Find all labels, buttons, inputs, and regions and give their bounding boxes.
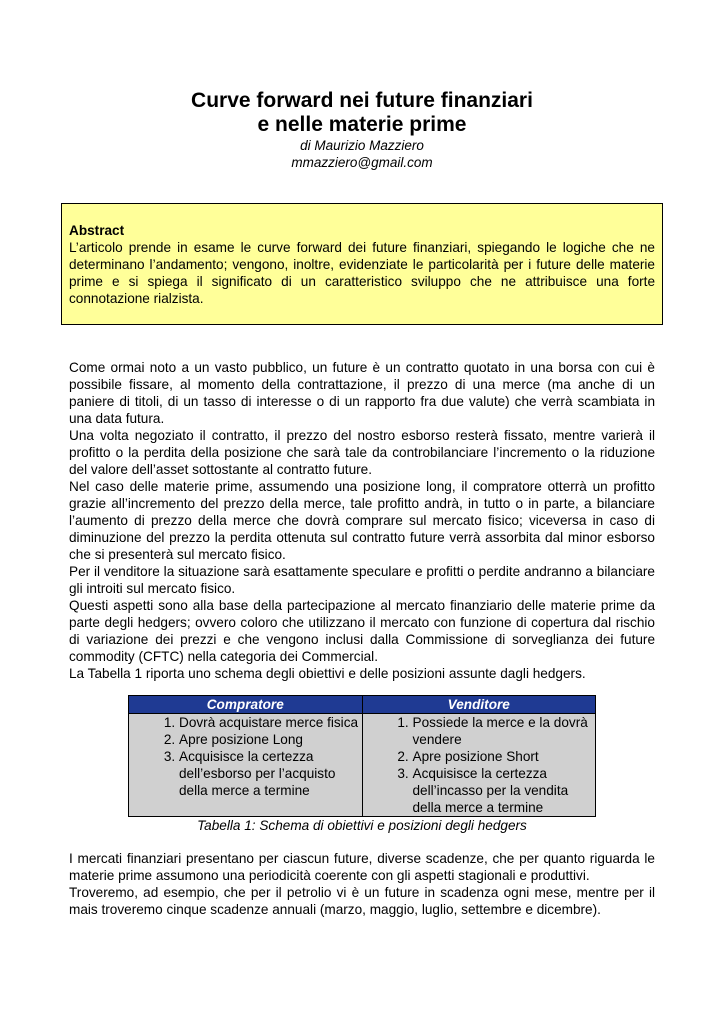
list-item: 1. Dovrà acquistare merce fisica (179, 714, 362, 731)
list-item: 2. Apre posizione Long (179, 731, 362, 748)
list-item: 1. Possiede la merce e la dovrà vendere (413, 714, 596, 748)
hedgers-table (128, 695, 596, 817)
author-email: mmazziero@gmail.com (291, 155, 433, 170)
paragraph: Nel caso delle materie prime, assumendo una posizione long, il compratore otterrà un profitto grazie all’incremento del prezzo della merce, tale profitto andrà, in tutto o in parte, a bilanciare l’aumento di prezzo della merce che dovrà comprare sul mercato fisico; viceversa in caso di diminuzione del prezzo la perdita ottenuta sul contratto future verrà assorbita dal minor esborso che si presenterà sul mercato fisico. (69, 479, 655, 562)
list-item: 3. Acquisisce la certezza dell’esborso per l’acquisto della merce a termine (179, 748, 362, 799)
buyer-cell (129, 714, 363, 817)
paragraph: Troveremo, ad esempio, che per il petrolio vi è un future in scadenza ogni mese, mentre per il mais troveremo cinque scadenze annuali (marzo, maggio, luglio, settembre e dicembre). (69, 885, 655, 917)
title-line-2: e nelle materie prime (257, 113, 467, 136)
table-header-row (129, 696, 596, 714)
abstract-box (61, 203, 663, 325)
paragraph: Per il venditore la situazione sarà esattamente speculare e profitti o perdite andranno a bilanciare gli introiti sul mercato fisico. (69, 564, 655, 596)
body-section-1 (69, 359, 655, 682)
seller-cell (362, 714, 596, 817)
abstract-heading: Abstract (69, 223, 125, 238)
list-item: 2. Apre posizione Short (413, 748, 596, 765)
table-row (129, 714, 596, 817)
title-line-1: Curve forward nei future finanziari (191, 89, 533, 112)
seller-list (363, 714, 596, 816)
paragraph: I mercati finanziari presentano per ciascun future, diverse scadenze, che per quanto riguarda le materie prime assumono una periodicità coerente con gli aspetti stagionali e produttivi. (69, 851, 655, 883)
paragraph: Una volta negoziato il contratto, il prezzo del nostro esborso resterà fissato, mentre varierà il profitto o la perdita della posizione che sarà tale da controbilanciare l’incremento o la riduzione del valore dell’asset sottostante al contratto future. (69, 428, 655, 477)
list-item: 3. Acquisisce la certezza dell’incasso per la vendita della merce a termine (413, 765, 596, 816)
header-seller: Venditore (362, 696, 596, 714)
header-buyer: Compratore (129, 696, 363, 714)
body-section-2 (69, 850, 655, 918)
abstract-text: L’articolo prende in esame le curve forward dei future finanziari, spiegando le logiche che ne determinano l’andamento; vengono, inoltre, evidenziate le particolarità per i future delle materie prime e si spiega il significato di un caratteristico sviluppo che ne attribuisce una forte connotazione rialzista. (69, 240, 655, 306)
table-caption: Tabella 1: Schema di obiettivi e posizioni degli hedgers (197, 818, 527, 833)
paragraph: Questi aspetti sono alla base della partecipazione al mercato finanziario delle materie prime da parte degli hedgers; ovvero coloro che utilizzano il mercato con funzione di copertura dal rischio di variazione dei prezzi e che vengono inclusi dalla Commissione di sorveglianza dei future commodity (CFTC) nella categoria dei Commercial. (69, 598, 655, 664)
buyer-list (129, 714, 362, 799)
paragraph: La Tabella 1 riporta uno schema degli obiettivi e delle posizioni assunte dagli hedgers. (69, 666, 586, 681)
paragraph: Come ormai noto a un vasto pubblico, un future è un contratto quotato in una borsa con cui è possibile fissare, al momento della contrattazione, il prezzo di una merce (ma anche di un paniere di titoli, di un tasso di interesse o di un rapporto fra due valute) che verrà scambiata in una data futura. (69, 360, 655, 426)
author: di Maurizio Mazziero (300, 138, 424, 153)
